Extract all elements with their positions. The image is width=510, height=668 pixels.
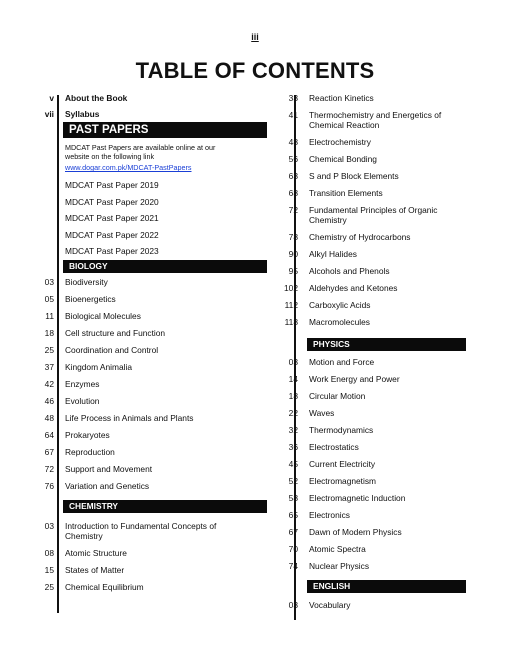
toc-entry xyxy=(276,510,466,520)
toc-entry xyxy=(32,565,267,575)
toc-entry xyxy=(276,93,466,103)
section-heading-past-papers-row xyxy=(32,122,267,138)
toc-entry xyxy=(276,137,466,147)
toc-entry xyxy=(32,430,267,440)
toc-page-number: vii xyxy=(44,109,54,119)
toc-page-number: 25 xyxy=(44,345,54,356)
toc-entry xyxy=(276,232,466,242)
toc-entry-title: Dawn of Modern Physics xyxy=(309,527,402,537)
toc-page-number: 102 xyxy=(284,283,298,293)
toc-entry xyxy=(32,213,267,223)
toc-entry xyxy=(276,493,466,503)
toc-entry-title: Bioenergetics xyxy=(65,294,116,305)
toc-entry-title: Biodiversity xyxy=(65,277,108,288)
toc-entry xyxy=(276,283,466,293)
toc-page-number: 52 xyxy=(288,476,298,486)
toc-entry-title: About the Book xyxy=(65,93,128,103)
toc-entry xyxy=(276,544,466,554)
right-column xyxy=(276,93,466,610)
section-heading-english: ENGLISH xyxy=(307,580,466,593)
toc-page-number: 112 xyxy=(284,300,298,310)
toc-entry-title: Atomic Structure xyxy=(65,548,127,559)
toc-entry xyxy=(32,246,267,256)
toc-page-number: 74 xyxy=(288,561,298,571)
toc-page-number: 45 xyxy=(288,459,298,469)
toc-page-number: 32 xyxy=(288,425,298,435)
toc-entry-title: MDCAT Past Paper 2019 xyxy=(65,180,159,190)
toc-page-number: 42 xyxy=(44,379,54,390)
toc-entry-title: Current Electricity xyxy=(309,459,376,469)
toc-entry-title: Support and Movement xyxy=(65,464,153,475)
toc-entry xyxy=(32,447,267,457)
toc-entry-title: Syllabus xyxy=(65,109,100,119)
toc-entry xyxy=(276,391,466,401)
toc-page-number: 25 xyxy=(44,582,54,593)
toc-entry xyxy=(32,362,267,372)
toc-entry xyxy=(32,396,267,406)
toc-entry xyxy=(276,408,466,418)
toc-entry-title: Alkyl Halides xyxy=(309,249,357,259)
toc-page-number: 15 xyxy=(44,565,54,576)
toc-page-number: 18 xyxy=(288,391,298,401)
section-heading-biology: BIOLOGY xyxy=(63,260,267,273)
toc-page-number: 05 xyxy=(44,294,54,305)
toc-entry-title: Electronics xyxy=(309,510,350,520)
toc-entry-title: MDCAT Past Paper 2022 xyxy=(65,229,159,240)
toc-entry xyxy=(32,93,267,103)
toc-page-number: 18 xyxy=(44,328,54,339)
toc-entry xyxy=(276,425,466,435)
toc-entry xyxy=(32,413,267,423)
toc-entry-title: States of Matter xyxy=(65,565,125,576)
toc-page-number: 03 xyxy=(44,277,54,288)
toc-page-number: 58 xyxy=(288,493,298,503)
toc-page-number: 90 xyxy=(288,249,298,259)
toc-page-number: 37 xyxy=(44,362,54,373)
toc-entry-title: Life Process in Animals and Plants xyxy=(65,413,194,424)
toc-entry-title: Electrochemistry xyxy=(309,137,371,147)
toc-entry-title: Enzymes xyxy=(65,379,100,390)
toc-page-number: 72 xyxy=(288,205,298,215)
toc-entry xyxy=(276,266,466,276)
toc-entry-title: Waves xyxy=(309,408,335,418)
toc-entry-title: Evolution xyxy=(65,396,100,407)
toc-entry-title: Work Energy and Power xyxy=(309,374,400,384)
toc-page-number: 95 xyxy=(288,266,298,276)
toc-page-number: 08 xyxy=(44,548,54,559)
toc-entry xyxy=(276,442,466,452)
toc-entry-title: Coordination and Control xyxy=(65,345,159,356)
toc-entry xyxy=(32,464,267,474)
toc-page-number: 03 xyxy=(44,521,54,532)
section-heading-english-row xyxy=(276,580,466,593)
toc-entry-title: Aldehydes and Ketones xyxy=(309,283,398,293)
toc-entry xyxy=(276,357,466,367)
toc-page-number: 78 xyxy=(288,232,298,242)
toc-entry-title: Chemistry of Hydrocarbons xyxy=(309,232,411,242)
toc-page-number: 14 xyxy=(288,374,298,384)
section-heading-chemistry: CHEMISTRY xyxy=(63,500,267,513)
toc-entry xyxy=(32,481,267,491)
toc-entry xyxy=(276,374,466,384)
section-heading-chemistry-row xyxy=(32,500,267,513)
toc-entry-title: Macromolecules xyxy=(309,317,370,327)
toc-entry-title: Electromagnetic Induction xyxy=(309,493,406,503)
toc-entry-title: Vocabulary xyxy=(309,600,351,610)
toc-entry xyxy=(32,230,267,240)
toc-page-number: 46 xyxy=(44,396,54,407)
toc-entry xyxy=(32,294,267,304)
section-heading-physics: PHYSICS xyxy=(307,338,466,351)
toc-page-number: 118 xyxy=(284,317,298,327)
section-heading-physics-row xyxy=(276,338,466,351)
toc-entry xyxy=(276,600,466,610)
toc-page-number: 48 xyxy=(44,413,54,424)
toc-page-number: 36 xyxy=(288,442,298,452)
toc-entry xyxy=(276,317,466,327)
toc-entry-title: Alcohols and Phenols xyxy=(309,266,390,276)
toc-entry xyxy=(276,527,466,537)
toc-page-number: 33 xyxy=(288,93,298,103)
toc-entry-title: Introduction to Fundamental Concepts of Chemistry xyxy=(65,521,217,542)
toc-entry xyxy=(32,277,267,287)
toc-entry-title: MDCAT Past Paper 2021 xyxy=(65,213,159,224)
toc-entry-title: Atomic Spectra xyxy=(309,544,366,554)
toc-entry xyxy=(276,110,466,130)
toc-entry xyxy=(32,379,267,389)
toc-entry-title: Motion and Force xyxy=(309,357,375,367)
toc-page-number: 11 xyxy=(45,311,54,322)
toc-entry-title: Fundamental Principles of Organic Chemistry xyxy=(309,205,438,225)
toc-page-number: 22 xyxy=(288,408,298,418)
toc-page-number: 70 xyxy=(288,544,298,554)
toc-entry-title: Carboxylic Acids xyxy=(309,300,371,310)
toc-entry xyxy=(276,188,466,198)
toc-page-number: 76 xyxy=(44,481,54,492)
toc-entry-title: Electromagnetism xyxy=(309,476,377,486)
toc-entry xyxy=(276,300,466,310)
section-heading-biology-row xyxy=(32,260,267,273)
toc-entry xyxy=(276,459,466,469)
toc-entry-title: Reaction Kinetics xyxy=(309,93,374,103)
toc-page-number: v xyxy=(49,93,54,103)
toc-entry xyxy=(32,328,267,338)
toc-entry xyxy=(32,311,267,321)
past-papers-note: MDCAT Past Papers are available online at our website on the following link xyxy=(65,143,216,161)
toc-page-number: 67 xyxy=(44,447,54,458)
toc-entry-title: Biological Molecules xyxy=(65,311,141,322)
toc-entry xyxy=(276,476,466,486)
toc-entry-title: Electrostatics xyxy=(309,442,359,452)
toc-entry xyxy=(32,548,267,558)
toc-entry xyxy=(32,197,267,207)
toc-entry xyxy=(276,171,466,181)
toc-entry-title: MDCAT Past Paper 2023 xyxy=(65,246,159,257)
toc-entry xyxy=(32,109,267,119)
toc-entry xyxy=(276,205,466,225)
toc-page-number: 48 xyxy=(288,137,298,147)
toc-entry xyxy=(276,154,466,164)
toc-entry-title: Prokaryotes xyxy=(65,430,110,441)
toc-entry-title: Reproduction xyxy=(65,447,115,458)
toc-entry xyxy=(276,561,466,571)
toc-entry-title: Chemical Equilibrium xyxy=(65,582,144,593)
toc-page-number: 56 xyxy=(288,154,298,164)
section-heading-past-papers: PAST PAPERS xyxy=(63,122,267,138)
toc-entry-title: S and P Block Elements xyxy=(309,171,399,181)
page-title: TABLE OF CONTENTS xyxy=(135,58,375,83)
toc-entry xyxy=(32,521,267,541)
toc-entry-title: Nuclear Physics xyxy=(309,561,370,571)
toc-page-number: 03 xyxy=(288,357,298,367)
toc-entry-title: Chemical Bonding xyxy=(309,154,377,164)
toc-page-number: 65 xyxy=(288,510,298,520)
past-papers-link-row xyxy=(32,163,267,172)
toc-entry-title: Circular Motion xyxy=(309,391,366,401)
toc-page-number: 63 xyxy=(288,171,298,181)
toc-entry-title: Variation and Genetics xyxy=(65,481,150,492)
toc-entry-title: Transition Elements xyxy=(309,188,383,198)
toc-entry xyxy=(32,345,267,355)
toc-entry-title: MDCAT Past Paper 2020 xyxy=(65,196,159,207)
page-number: iii xyxy=(251,32,259,42)
toc-entry-title: Cell structure and Function xyxy=(65,328,166,339)
toc-entry-title: Thermochemistry and Energetics of Chemical Reaction xyxy=(309,110,442,130)
toc-page-number: 67 xyxy=(288,527,298,537)
past-papers-link: www.dogar.com.pk/MDCAT-PastPapers xyxy=(65,163,192,172)
toc-page-number: 03 xyxy=(288,600,298,610)
toc-entry-title: Kingdom Animalia xyxy=(65,362,133,373)
toc-page-number: 72 xyxy=(44,464,54,475)
toc-entry-title: Thermodynamics xyxy=(309,425,374,435)
left-column xyxy=(32,93,267,592)
toc-page-number: 68 xyxy=(288,188,298,198)
toc-entry xyxy=(32,180,267,190)
toc-page-number: 64 xyxy=(44,430,54,441)
toc-entry xyxy=(32,582,267,592)
toc-page-number: 41 xyxy=(288,110,298,120)
toc-entry xyxy=(276,249,466,259)
past-papers-note-row xyxy=(32,143,267,161)
